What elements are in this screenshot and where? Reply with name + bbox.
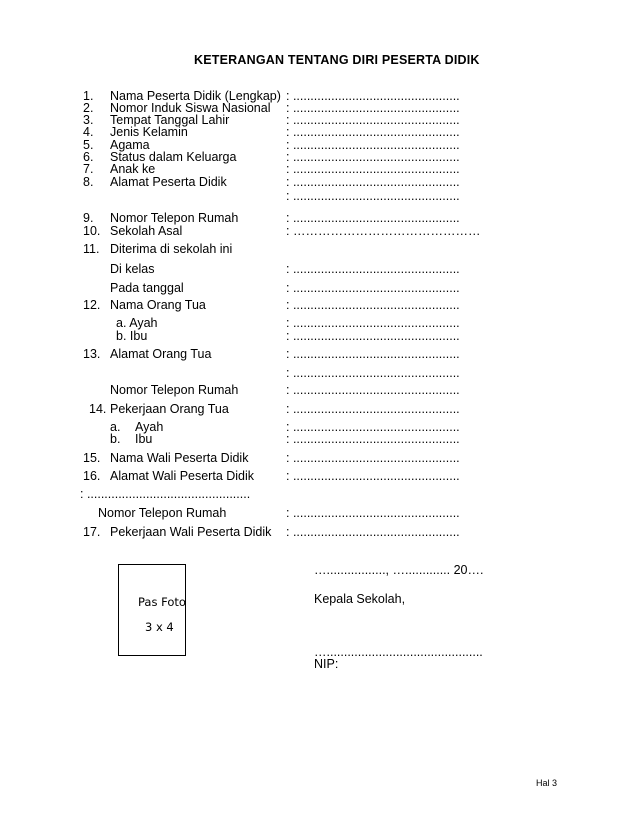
fill-line[interactable]: : ................................................ — [286, 113, 460, 127]
label-nisn: Nomor Induk Siswa Nasional — [110, 101, 271, 115]
label-status-keluarga: Status dalam Keluarga — [110, 150, 237, 164]
item-number: 15. — [83, 451, 101, 465]
page-title: KETERANGAN TENTANG DIRI PESERTA DIDIK — [194, 53, 480, 67]
fill-line[interactable]: : ................................................ — [286, 150, 460, 164]
fill-line[interactable]: : ................................................ — [286, 162, 460, 176]
label-pekerjaan-ibu: Ibu — [135, 432, 153, 446]
item-number: 14. — [89, 402, 107, 416]
item-number: 9. — [83, 211, 94, 225]
label-ayah: a. Ayah — [116, 316, 158, 330]
fill-line[interactable]: : ................................................ — [286, 366, 460, 380]
item-number: 17. — [83, 525, 101, 539]
photo-size: 3 x 4 — [145, 620, 174, 634]
fill-line[interactable]: : ................................................ — [286, 469, 460, 483]
item-number: 1. — [83, 89, 94, 103]
list-letter: a. — [110, 420, 121, 434]
label-pekerjaan-ayah: Ayah — [135, 420, 164, 434]
label-pada-tanggal: Pada tanggal — [110, 281, 184, 295]
signature-date[interactable]: …................., …............. 20…. — [314, 563, 484, 577]
signature-line[interactable]: …............................................. — [314, 645, 483, 659]
fill-line[interactable]: : ............................................... — [80, 487, 251, 501]
fill-line[interactable]: : ................................................ — [286, 451, 460, 465]
fill-line[interactable]: : ................................................ — [286, 281, 460, 295]
item-number: 5. — [83, 138, 94, 152]
fill-line[interactable]: : ................................................ — [286, 211, 460, 225]
label-nama-peserta: Nama Peserta Didik (Lengkap) — [110, 89, 281, 103]
label-jenis-kelamin: Jenis Kelamin — [110, 125, 188, 139]
item-number: 13. — [83, 347, 101, 361]
label-sekolah-asal: Sekolah Asal — [110, 224, 183, 238]
photo-box — [118, 564, 186, 656]
item-number: 3. — [83, 113, 94, 127]
label-nama-wali: Nama Wali Peserta Didik — [110, 451, 249, 465]
fill-line[interactable]: : ................................................ — [286, 432, 460, 446]
signature-role: Kepala Sekolah, — [314, 592, 406, 606]
fill-line[interactable]: : ................................................ — [286, 189, 460, 203]
item-number: 12. — [83, 298, 101, 312]
item-number: 2. — [83, 101, 94, 115]
fill-line[interactable]: : ................................................ — [286, 175, 460, 189]
item-number: 11. — [83, 242, 100, 256]
item-number: 10. — [83, 224, 101, 238]
label-ibu: b. Ibu — [116, 329, 148, 343]
fill-line[interactable]: : ................................................ — [286, 402, 460, 416]
label-alamat-orang-tua: Alamat Orang Tua — [110, 347, 212, 361]
label-telepon-orang-tua: Nomor Telepon Rumah — [110, 383, 239, 397]
fill-line[interactable]: : ................................................ — [286, 125, 460, 139]
item-number: 16. — [83, 469, 101, 483]
label-alamat-peserta: Alamat Peserta Didik — [110, 175, 227, 189]
fill-line[interactable]: : ................................................ — [286, 89, 460, 103]
fill-line[interactable]: : ................................................ — [286, 262, 460, 276]
label-di-kelas: Di kelas — [110, 262, 155, 276]
label-nama-orang-tua: Nama Orang Tua — [110, 298, 206, 312]
photo-label: Pas Foto — [138, 595, 186, 609]
fill-line[interactable]: : ................................................ — [286, 420, 460, 434]
fill-line[interactable]: : ……………………………………… — [286, 224, 481, 238]
label-pekerjaan-orang-tua: Pekerjaan Orang Tua — [110, 402, 229, 416]
label-telepon-wali: Nomor Telepon Rumah — [98, 506, 227, 520]
fill-line[interactable]: : ................................................ — [286, 506, 460, 520]
fill-line[interactable]: : ................................................ — [286, 347, 460, 361]
fill-line[interactable]: : ................................................ — [286, 525, 460, 539]
fill-line[interactable]: : ................................................ — [286, 316, 460, 330]
list-letter: b. — [110, 432, 121, 446]
label-agama: Agama — [110, 138, 150, 152]
fill-line[interactable]: : ................................................ — [286, 138, 460, 152]
item-number: 7. — [83, 162, 94, 176]
label-pekerjaan-wali: Pekerjaan Wali Peserta Didik — [110, 525, 272, 539]
fill-line[interactable]: : ................................................ — [286, 298, 460, 312]
item-number: 6. — [83, 150, 94, 164]
label-anak-ke: Anak ke — [110, 162, 156, 176]
fill-line[interactable]: : ................................................ — [286, 101, 460, 115]
label-diterima: Diterima di sekolah ini — [110, 242, 233, 256]
fill-line[interactable]: : ................................................ — [286, 383, 460, 397]
label-telepon-rumah: Nomor Telepon Rumah — [110, 211, 239, 225]
fill-line[interactable]: : ................................................ — [286, 329, 460, 343]
item-number: 8. — [83, 175, 94, 189]
label-alamat-wali: Alamat Wali Peserta Didik — [110, 469, 255, 483]
nip-label: NIP: — [314, 657, 339, 671]
item-number: 4. — [83, 125, 94, 139]
label-tempat-tanggal-lahir: Tempat Tanggal Lahir — [110, 113, 230, 127]
page-number: Hal 3 — [536, 778, 558, 788]
